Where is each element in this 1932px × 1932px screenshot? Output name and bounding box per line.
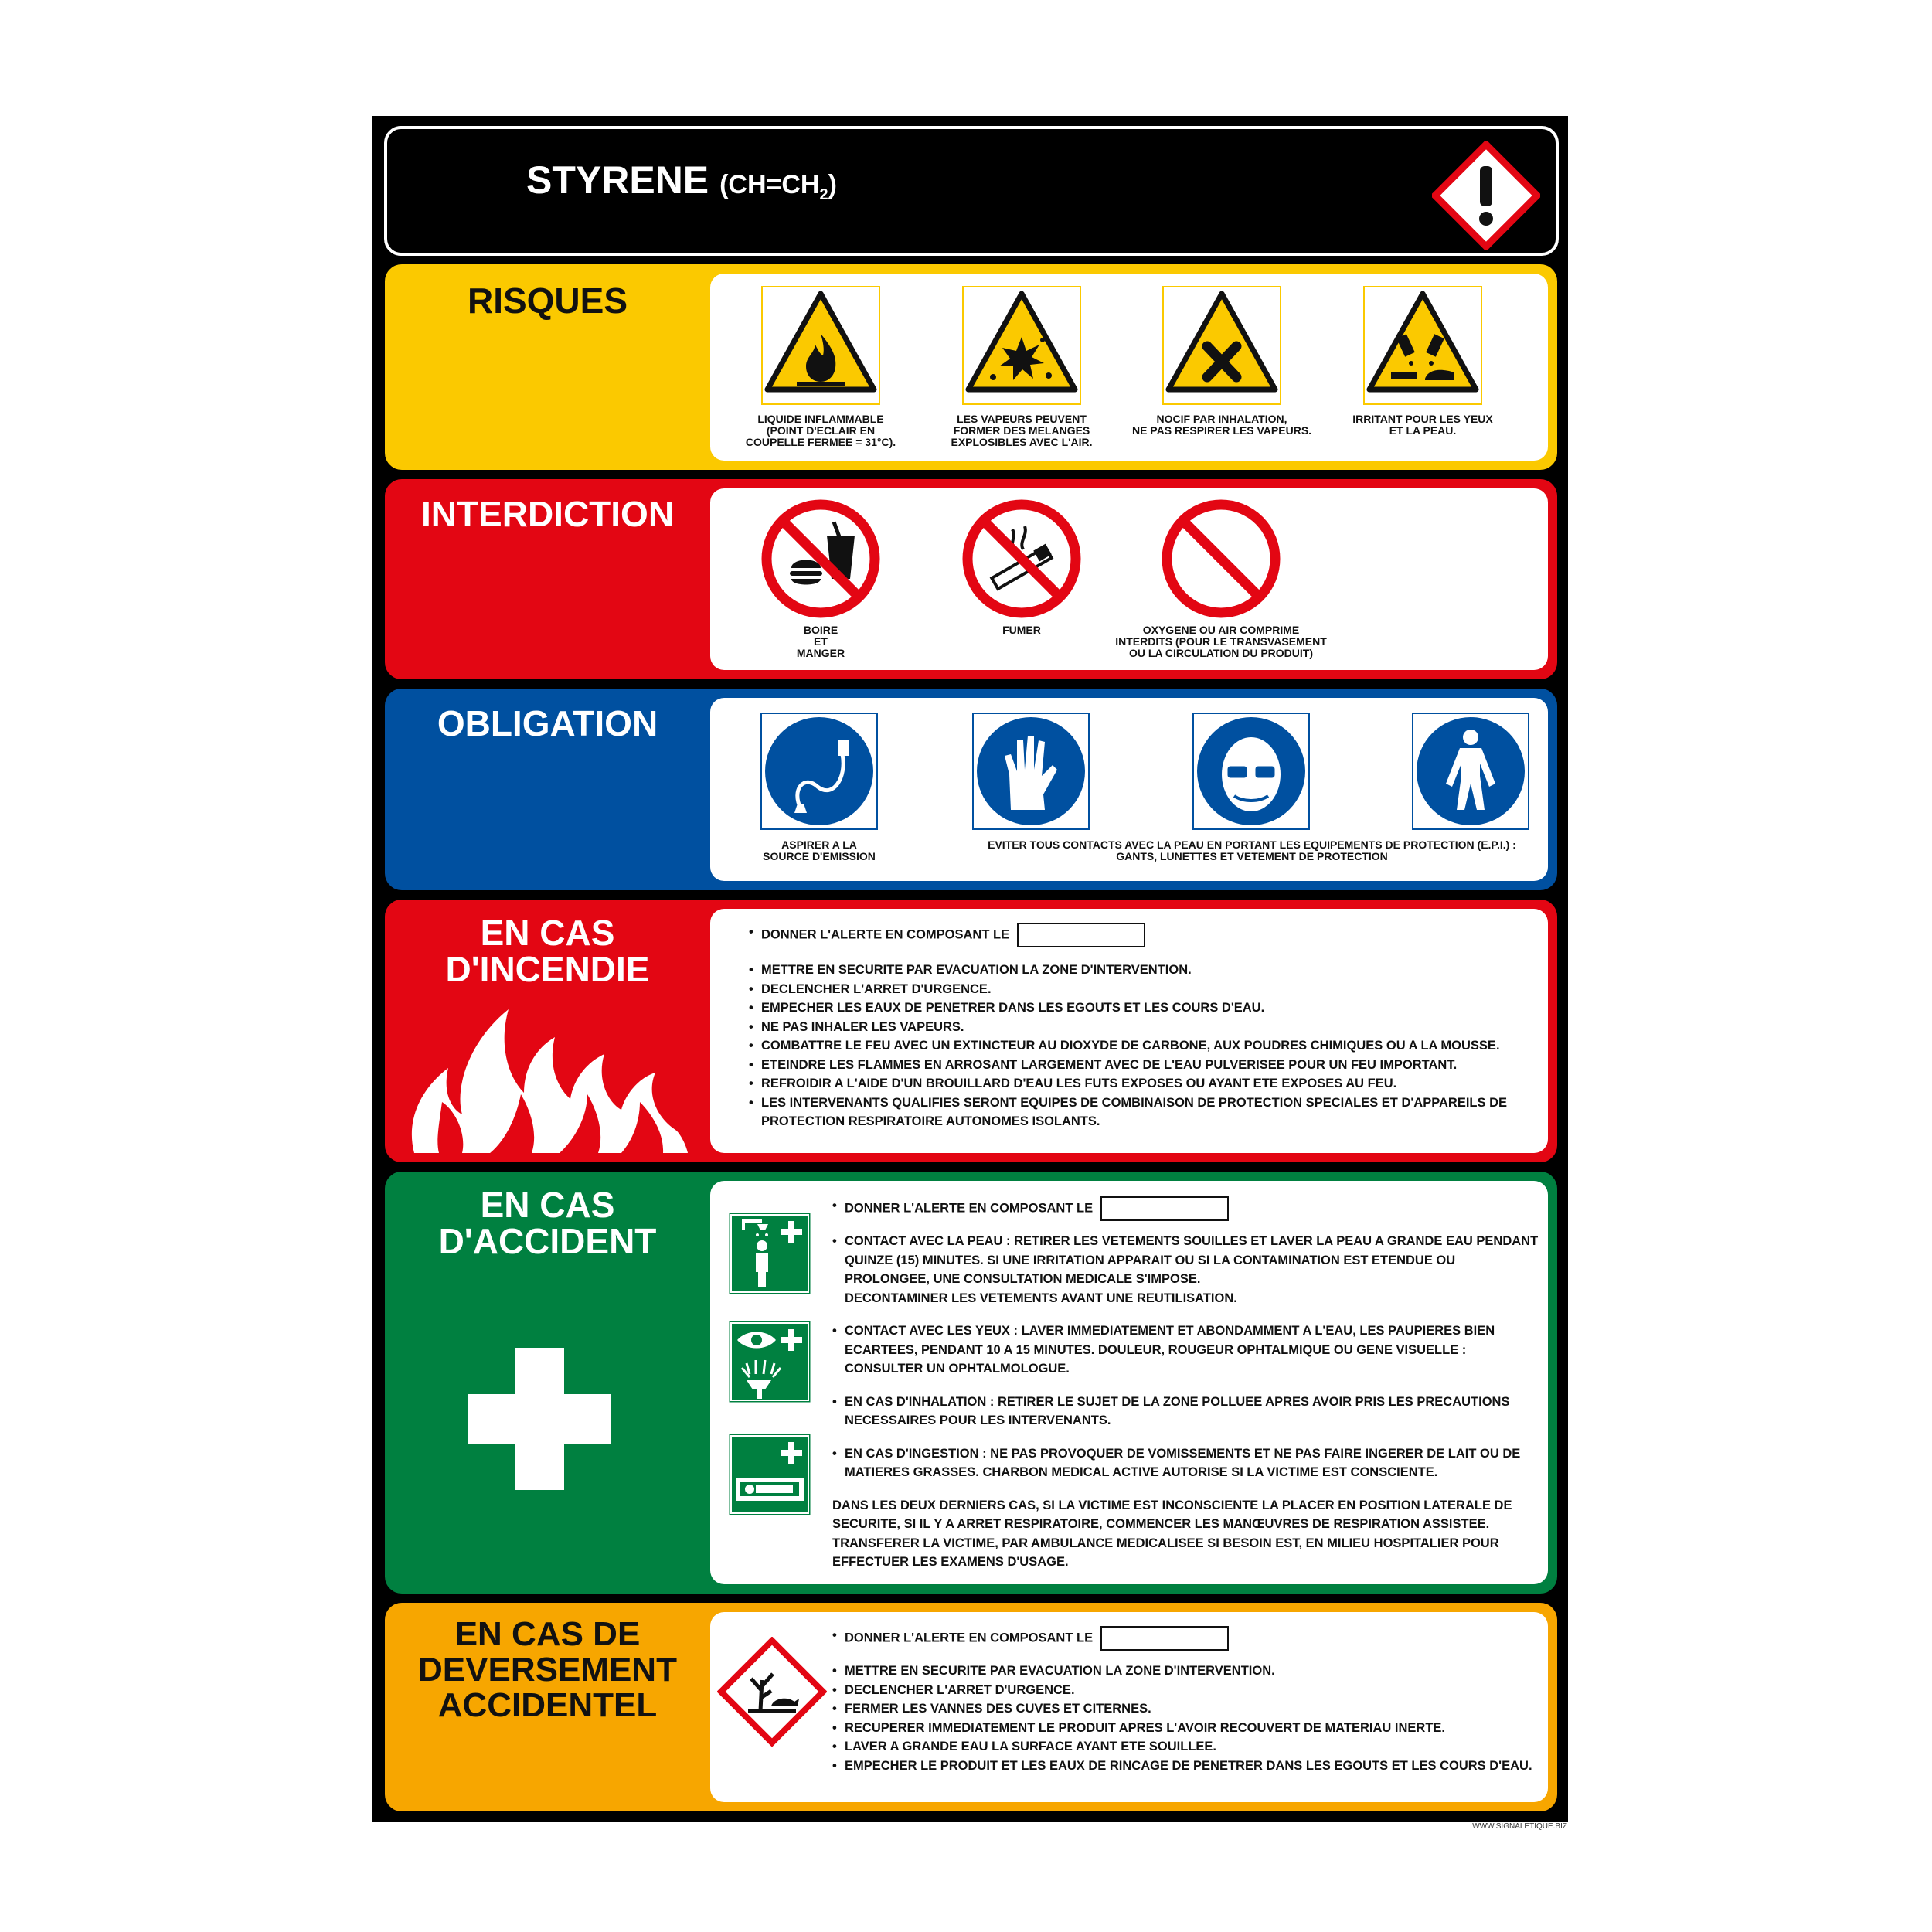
accident-phone-box[interactable] xyxy=(1100,1196,1229,1221)
deversement-item: • RECUPERER IMMEDIATEMENT LE PRODUIT APRES L'AVOIR RECOUVERT DE MATERIAU INERTE. xyxy=(832,1719,1551,1738)
no-smoking-icon xyxy=(961,498,1082,619)
incendie-item: • NE PAS INHALER LES VAPEURS. xyxy=(749,1018,1529,1037)
incendie-item: • LES INTERVENANTS QUALIFIES SERONT EQUIPES DE COMBINAISON DE PROTECTION SPECIALES ET D'APPAREILS DE PROTECTION RESPIRATOIRE AUTONOMES ISOLANTS. xyxy=(749,1094,1529,1131)
risques-caption-3: NOCIF PAR INHALATION, NE PAS RESPIRER LES VAPEURS. xyxy=(1131,413,1312,437)
formula: $(CH=CH_2)$ xyxy=(719,170,837,203)
protective-suit-icon xyxy=(1412,713,1529,830)
incendie-phone-box[interactable] xyxy=(1017,923,1145,947)
deversement-item: • LAVER A GRANDE EAU LA SURFACE AYANT ETE SOUILLEE. xyxy=(832,1737,1551,1757)
risques-caption-1: LIQUIDE INFLAMMABLE (POINT D'ECLAIR EN COUPELLE FERMEE = 31°C). xyxy=(745,413,896,448)
risques-caption-2: LES VAPEURS PEUVENT FORMER DES MELANGES EXPLOSIBLES AVEC L'AIR. xyxy=(951,413,1093,448)
interdiction-caption-2: FUMER xyxy=(1002,624,1041,636)
section-title-interdiction: INTERDICTION xyxy=(420,494,675,534)
header-bar xyxy=(384,126,1559,256)
incendie-item: • REFROIDIR A L'AIDE D'UN BROUILLARD D'EAU LES FUTS EXPOSES OU AYANT ETE EXPOSES AU FEU. xyxy=(749,1074,1529,1094)
incendie-item: • COMBATTRE LE FEU AVEC UN EXTINCTEUR AU DIOXYDE DE CARBONE, AUX POUDRES CHIMIQUES OU A LA MOUSSE. xyxy=(749,1036,1529,1056)
deversement-item: • METTRE EN SECURITE PAR EVACUATION LA ZONE D'INTERVENTION. xyxy=(832,1662,1551,1681)
section-title-obligation: OBLIGATION xyxy=(437,703,658,743)
interdiction-caption-3: OXYGENE OU AIR COMPRIME INTERDITS (POUR LE TRANSVASEMENT OU LA CIRCULATION DU PRODUIT) xyxy=(1115,624,1327,659)
deversement-alert-text: DONNER L'ALERTE EN COMPOSANT LE xyxy=(845,1631,1094,1645)
page-title xyxy=(526,157,837,218)
gloves-icon xyxy=(972,713,1090,830)
section-title-accident: EN CAS D'ACCIDENT xyxy=(438,1185,657,1261)
obligation-caption-1: ASPIRER A LA SOURCE D'EMISSION xyxy=(763,838,876,862)
explosive-warning-icon xyxy=(962,286,1081,405)
first-aid-cross-icon xyxy=(468,1348,611,1490)
obligation-caption-2: EVITER TOUS CONTACTS AVEC LA PEAU EN PORTANT LES EQUIPEMENTS DE PROTECTION (E.P.I.) : GANTS, LUNETTES ET VETEMENT DE PROTECTION xyxy=(988,838,1516,862)
deversement-instructions xyxy=(832,1662,1551,1775)
section-title-risques: RISQUES xyxy=(467,281,628,321)
risques-caption-4: IRRITANT POUR LES YEUX ET LA PEAU. xyxy=(1352,413,1493,437)
accident-instructions xyxy=(832,1232,1543,1572)
title-text: STYRENE xyxy=(526,158,709,202)
extraction-hose-icon xyxy=(760,713,878,830)
incendie-item: • ETEINDRE LES FLAMMES EN ARROSANT LARGEMENT AVEC DE L'EAU PULVERISEE POUR UN FEU IMPORTANT. xyxy=(749,1056,1529,1075)
incendie-alert-text: DONNER L'ALERTE EN COMPOSANT LE xyxy=(761,927,1010,942)
flames-icon xyxy=(408,994,694,1156)
exclamation-hazard-icon xyxy=(1432,141,1540,250)
incendie-item: • EMPECHER LES EAUX DE PENETRER DANS LES EGOUTS ET LES COURS D'EAU. xyxy=(749,998,1529,1018)
accident-item: • EN CAS D'INGESTION : NE PAS PROVOQUER DE VOMISSEMENTS ET NE PAS FAIRE INGERER DE LAIT OU DE MATIERES GRASSES. CHARBON MEDICAL ACTIVE AUTORISE SI LA VICTIME EST CONSCIENTE. xyxy=(832,1444,1543,1482)
stretcher-icon xyxy=(726,1431,813,1518)
incendie-item: • METTRE EN SECURITE PAR EVACUATION LA ZONE D'INTERVENTION. xyxy=(749,961,1529,980)
accident-item: • CONTACT AVEC LA PEAU : RETIRER LES VETEMENTS SOUILLES ET LAVER LA PEAU A GRANDE EAU PENDANT QUINZE (15) MINUTES. SI UNE IRRITATION APPARAIT OU SI LA CONTAMINATION EST ETENDUE OU PROLONGEE, UNE CONSULTATION MEDICALE S'IMPOSE. xyxy=(832,1232,1543,1289)
deversement-alert-row: • DONNER L'ALERTE EN COMPOSANT LE xyxy=(832,1626,1229,1651)
section-title-incendie: EN CAS D'INCENDIE xyxy=(445,913,650,989)
no-eating-drinking-icon xyxy=(760,498,881,619)
corrosive-warning-icon xyxy=(1363,286,1482,405)
accident-item: • CONTACT AVEC LES YEUX : LAVER IMMEDIATEMENT ET ABONDAMMENT A L'EAU, LES PAUPIERES BIEN ECARTEES, PENDANT 10 A 15 MINUTES. DOULEUR, ROUGEUR OPHTALMIQUE OU GENE VISUELLE : CONSULTER UN OPHTALMOLOGUE. xyxy=(832,1321,1543,1379)
deversement-item: • EMPECHER LE PRODUIT ET LES EAUX DE RINCAGE DE PENETRER DANS LES EGOUTS ET LES COURS D'EAU. xyxy=(832,1757,1551,1776)
goggles-icon xyxy=(1192,713,1310,830)
flammable-warning-icon xyxy=(761,286,880,405)
safety-shower-icon xyxy=(726,1210,813,1297)
deversement-item: • DECLENCHER L'ARRET D'URGENCE. xyxy=(832,1681,1551,1700)
accident-alert-row: • DONNER L'ALERTE EN COMPOSANT LE xyxy=(832,1196,1229,1221)
eye-wash-icon xyxy=(726,1318,813,1405)
interdiction-caption-1: BOIRE ET MANGER xyxy=(796,624,845,659)
deversement-phone-box[interactable] xyxy=(1100,1626,1229,1651)
footer-credit: WWW.SIGNALETIQUE.BIZ xyxy=(1472,1822,1567,1831)
incendie-alert-row: • DONNER L'ALERTE EN COMPOSANT LE xyxy=(749,923,1145,947)
incendie-item: • DECLENCHER L'ARRET D'URGENCE. xyxy=(749,980,1529,999)
section-title-deversement: EN CAS DE DEVERSEMENT ACCIDENTEL xyxy=(418,1615,677,1724)
accident-item: DANS LES DEUX DERNIERS CAS, SI LA VICTIME EST INCONSCIENTE LA PLACER EN POSITION LATERALE DE SECURITE, SI IL Y A ARRET RESPIRATOIRE, COMMENCER LES MANŒUVRES DE RESPIRATION ASSISTEE. TRANSFERER LA VICTIME, PAR AMBULANCE MEDICALISEE SI BESOIN EST, EN MILIEU HOSPITALIER POUR EFFECTUER LES EXAMENS D'USAGE. xyxy=(832,1498,1512,1569)
harmful-warning-icon xyxy=(1162,286,1281,405)
deversement-item: • FERMER LES VANNES DES CUVES ET CITERNES. xyxy=(832,1699,1551,1719)
accident-item: • EN CAS D'INHALATION : RETIRER LE SUJET DE LA ZONE POLLUEE APRES AVOIR PRIS LES PRECAUTIONS NECESSAIRES POUR LES INTERVENANTS. xyxy=(832,1393,1543,1430)
accident-alert-text: DONNER L'ALERTE EN COMPOSANT LE xyxy=(845,1201,1094,1216)
accident-item: DECONTAMINER LES VETEMENTS AVANT UNE REUTILISATION. xyxy=(845,1291,1237,1305)
environment-hazard-icon xyxy=(717,1637,827,1747)
incendie-instructions xyxy=(749,961,1529,1131)
prohibition-icon xyxy=(1161,498,1281,619)
